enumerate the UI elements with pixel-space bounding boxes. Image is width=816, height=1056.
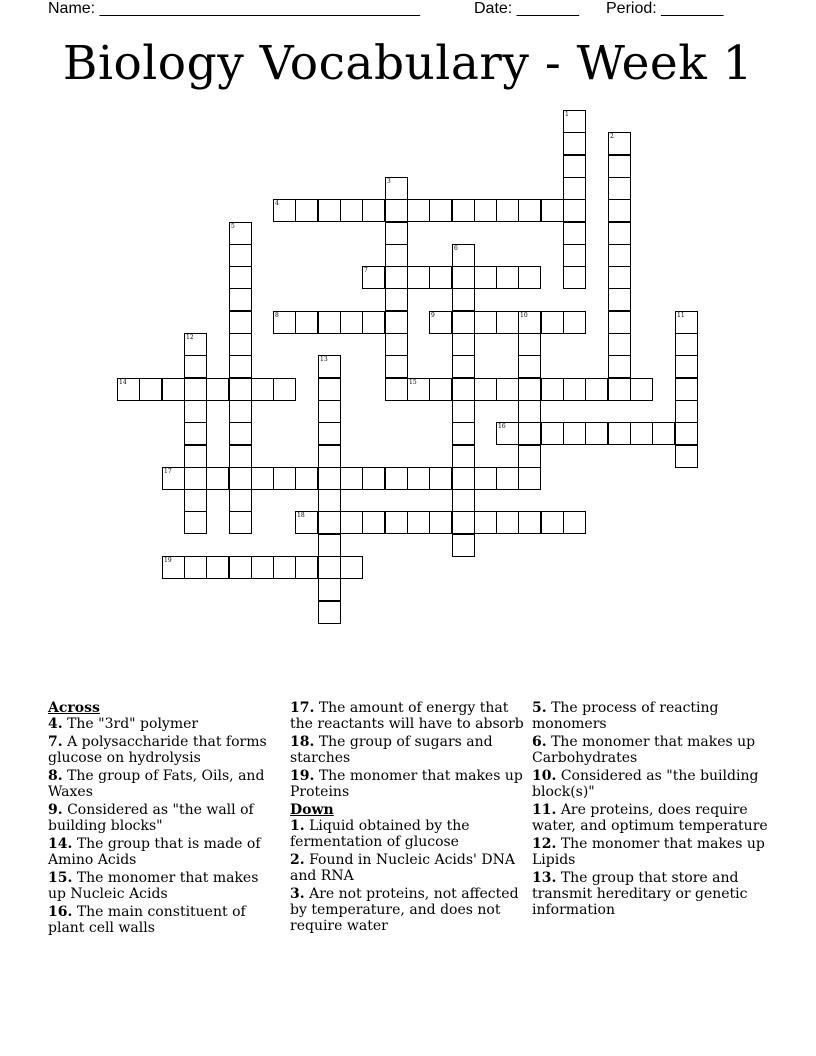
crossword-cell[interactable] — [229, 244, 252, 267]
crossword-cell[interactable] — [452, 445, 475, 468]
crossword-cell[interactable] — [229, 556, 252, 579]
crossword-cell[interactable] — [563, 378, 586, 401]
crossword-cell[interactable] — [563, 222, 586, 245]
cell-number: 19 — [164, 557, 172, 564]
crossword-cell[interactable] — [273, 311, 296, 334]
clue-across-18 — [290, 734, 526, 766]
crossword-cell[interactable] — [340, 511, 363, 534]
crossword-cell[interactable] — [608, 355, 631, 378]
crossword-cell[interactable] — [318, 199, 341, 222]
crossword-cell[interactable] — [630, 378, 653, 401]
clue-text: A polysaccharide that forms glucose on hydrolysis — [48, 734, 267, 766]
clue-number: 1. — [290, 818, 305, 834]
crossword-cell[interactable] — [229, 400, 252, 423]
crossword-cell[interactable] — [206, 556, 229, 579]
cell-number: 12 — [186, 334, 194, 341]
crossword-cell[interactable] — [452, 378, 475, 401]
crossword-cell[interactable] — [385, 222, 408, 245]
crossword-cell[interactable] — [452, 400, 475, 423]
across-heading: Across — [48, 700, 100, 716]
crossword-cell[interactable] — [518, 400, 541, 423]
crossword-cell[interactable] — [675, 400, 698, 423]
crossword-cell[interactable] — [184, 467, 207, 490]
crossword-cell[interactable] — [206, 378, 229, 401]
crossword-cell[interactable] — [251, 467, 274, 490]
crossword-cell[interactable] — [608, 222, 631, 245]
clue-down-6 — [532, 734, 768, 766]
crossword-cell[interactable] — [318, 422, 341, 445]
crossword-cell[interactable] — [318, 556, 341, 579]
crossword-cell[interactable] — [429, 378, 452, 401]
clue-number: 6. — [532, 734, 547, 750]
clue-number: 7. — [48, 734, 63, 750]
crossword-cell[interactable] — [139, 378, 162, 401]
clue-down-10 — [532, 768, 768, 800]
clue-text: The process of reacting monomers — [532, 700, 719, 732]
cell-number: 3 — [387, 178, 391, 185]
crossword-cell[interactable] — [496, 467, 519, 490]
crossword-cell[interactable] — [608, 311, 631, 334]
clue-text: The group of Fats, Oils, and Waxes — [48, 768, 265, 800]
clue-number: 11. — [532, 802, 557, 818]
clue-number: 2. — [290, 852, 305, 868]
crossword-cell[interactable] — [585, 422, 608, 445]
crossword-cell[interactable] — [675, 355, 698, 378]
crossword-cell[interactable] — [474, 467, 497, 490]
crossword-cell[interactable] — [407, 266, 430, 289]
crossword-cell[interactable] — [318, 445, 341, 468]
crossword-cell[interactable] — [608, 177, 631, 200]
crossword-cell[interactable] — [273, 467, 296, 490]
clue-across-16 — [48, 904, 280, 936]
crossword-cell[interactable] — [273, 556, 296, 579]
crossword-cell[interactable] — [229, 333, 252, 356]
clue-text: The monomer that makes up Proteins — [290, 768, 523, 800]
cell-number: 17 — [164, 468, 172, 475]
crossword-cell[interactable] — [563, 511, 586, 534]
crossword-cell[interactable] — [452, 266, 475, 289]
crossword-cell[interactable] — [385, 288, 408, 311]
crossword-cell[interactable] — [385, 378, 408, 401]
crossword-cell[interactable] — [340, 199, 363, 222]
crossword-cell[interactable] — [184, 511, 207, 534]
clue-number: 16. — [48, 904, 73, 920]
crossword-cell[interactable] — [229, 355, 252, 378]
crossword-cell[interactable] — [318, 378, 341, 401]
crossword-cell[interactable] — [206, 467, 229, 490]
clue-text: Are proteins, does require water, and optimum temperature — [532, 802, 768, 834]
clue-across-8 — [48, 768, 280, 800]
crossword-cell[interactable] — [318, 400, 341, 423]
crossword-cell[interactable] — [318, 511, 341, 534]
clue-down-1 — [290, 818, 526, 850]
crossword-cell[interactable] — [563, 110, 586, 133]
clue-text: Considered as "the wall of building blocks" — [48, 802, 254, 834]
clue-across-9 — [48, 802, 280, 834]
crossword-cell[interactable] — [452, 311, 475, 334]
crossword-cell[interactable] — [229, 222, 252, 245]
crossword-cell[interactable] — [318, 311, 341, 334]
clue-down-2 — [290, 852, 526, 884]
crossword-cell[interactable] — [362, 311, 385, 334]
clue-across-17 — [290, 700, 526, 732]
crossword-cell[interactable] — [675, 311, 698, 334]
crossword-cell[interactable] — [452, 244, 475, 267]
crossword-cell[interactable] — [563, 422, 586, 445]
crossword-cell[interactable] — [295, 511, 318, 534]
clue-text: Are not proteins, not affected by temperature, and does not require water — [290, 886, 519, 934]
crossword-cell[interactable] — [162, 556, 185, 579]
crossword-cell[interactable] — [608, 244, 631, 267]
clues-column-2 — [290, 700, 526, 936]
crossword-cell[interactable] — [652, 422, 675, 445]
crossword-cell[interactable] — [608, 333, 631, 356]
cell-number: 13 — [320, 356, 328, 363]
cell-number: 9 — [431, 312, 435, 319]
crossword-cell[interactable] — [518, 422, 541, 445]
clue-number: 13. — [532, 870, 557, 886]
crossword-cell[interactable] — [162, 467, 185, 490]
crossword-cell[interactable] — [162, 378, 185, 401]
crossword-cell[interactable] — [385, 467, 408, 490]
crossword-cell[interactable] — [385, 511, 408, 534]
crossword-cell[interactable] — [518, 311, 541, 334]
crossword-cell[interactable] — [675, 333, 698, 356]
clue-text: Found in Nucleic Acids' DNA and RNA — [290, 852, 515, 884]
crossword-cell[interactable] — [518, 266, 541, 289]
clue-across-14 — [48, 836, 280, 868]
crossword-cell[interactable] — [295, 467, 318, 490]
crossword-cell[interactable] — [608, 132, 631, 155]
cell-number: 4 — [275, 200, 279, 207]
clue-text: The amount of energy that the reactants will have to absorb — [290, 700, 524, 732]
crossword-cell[interactable] — [385, 177, 408, 200]
clue-number: 12. — [532, 836, 557, 852]
crossword-cell[interactable] — [474, 311, 497, 334]
crossword-cell[interactable] — [117, 378, 140, 401]
date-field-label[interactable]: Date: _______ — [474, 0, 579, 17]
crossword-cell[interactable] — [340, 556, 363, 579]
crossword-cell[interactable] — [362, 199, 385, 222]
crossword-cell[interactable] — [452, 288, 475, 311]
crossword-cell[interactable] — [675, 422, 698, 445]
crossword-cell[interactable] — [518, 511, 541, 534]
crossword-cell[interactable] — [496, 422, 519, 445]
crossword-cell[interactable] — [385, 311, 408, 334]
cell-number: 10 — [520, 312, 528, 319]
crossword-cell[interactable] — [385, 199, 408, 222]
crossword-cell[interactable] — [452, 511, 475, 534]
crossword-cell[interactable] — [518, 355, 541, 378]
crossword-cell[interactable] — [429, 266, 452, 289]
clue-number: 15. — [48, 870, 73, 886]
cell-number: 18 — [297, 512, 305, 519]
crossword-cell[interactable] — [563, 199, 586, 222]
crossword-cell[interactable] — [184, 445, 207, 468]
crossword-cell[interactable] — [295, 556, 318, 579]
crossword-cell[interactable] — [429, 311, 452, 334]
clue-down-12 — [532, 836, 768, 868]
crossword-cell[interactable] — [452, 534, 475, 557]
crossword-cell[interactable] — [496, 199, 519, 222]
crossword-cell[interactable] — [184, 355, 207, 378]
crossword-cell[interactable] — [541, 378, 564, 401]
clues-column-1 — [48, 700, 280, 938]
crossword-cell[interactable] — [229, 445, 252, 468]
period-field-label[interactable]: Period: _______ — [606, 0, 724, 17]
crossword-cell[interactable] — [474, 266, 497, 289]
cell-number: 1 — [565, 111, 569, 118]
name-field-label[interactable]: Name: ____________________________________ — [48, 0, 420, 17]
clue-number: 18. — [290, 734, 315, 750]
crossword-cell[interactable] — [184, 378, 207, 401]
clue-across-19 — [290, 768, 526, 800]
cell-number: 14 — [119, 379, 127, 386]
clue-text: The monomer that makes up Nucleic Acids — [48, 870, 259, 902]
crossword-cell[interactable] — [675, 378, 698, 401]
crossword-cell[interactable] — [563, 266, 586, 289]
crossword-cell[interactable] — [318, 578, 341, 601]
crossword-cell[interactable] — [229, 422, 252, 445]
clue-down-11 — [532, 802, 768, 834]
crossword-cell[interactable] — [541, 199, 564, 222]
crossword-cell[interactable] — [229, 489, 252, 512]
crossword-cell[interactable] — [385, 266, 408, 289]
clue-number: 17. — [290, 700, 315, 716]
crossword-cell[interactable] — [452, 489, 475, 512]
clue-text: Liquid obtained by the fermentation of glucose — [290, 818, 470, 850]
crossword-cell[interactable] — [318, 355, 341, 378]
crossword-cell[interactable] — [496, 378, 519, 401]
crossword-cell[interactable] — [608, 378, 631, 401]
crossword-cell[interactable] — [407, 511, 430, 534]
clue-text: The group that is made of Amino Acids — [48, 836, 261, 868]
crossword-cell[interactable] — [385, 355, 408, 378]
crossword-cell[interactable] — [295, 311, 318, 334]
clue-number: 10. — [532, 768, 557, 784]
crossword-cell[interactable] — [518, 445, 541, 468]
crossword-cell[interactable] — [496, 266, 519, 289]
crossword-cell[interactable] — [496, 511, 519, 534]
crossword-cell[interactable] — [518, 378, 541, 401]
clue-down-3 — [290, 886, 526, 934]
crossword-cell[interactable] — [340, 311, 363, 334]
crossword-cell[interactable] — [563, 244, 586, 267]
crossword-cell[interactable] — [362, 511, 385, 534]
crossword-cell[interactable] — [184, 400, 207, 423]
clue-text: The main constituent of plant cell walls — [48, 904, 246, 936]
crossword-cell[interactable] — [184, 422, 207, 445]
crossword-cell[interactable] — [541, 511, 564, 534]
clues-column-3 — [532, 700, 768, 920]
cell-number: 6 — [454, 245, 458, 252]
clue-number: 4. — [48, 716, 63, 732]
crossword-cell[interactable] — [563, 155, 586, 178]
crossword-cell[interactable] — [608, 199, 631, 222]
clue-down-5 — [532, 700, 768, 732]
crossword-cell[interactable] — [563, 177, 586, 200]
crossword-cell[interactable] — [452, 199, 475, 222]
crossword-cell[interactable] — [563, 132, 586, 155]
crossword-cell[interactable] — [608, 266, 631, 289]
crossword-cell[interactable] — [541, 422, 564, 445]
crossword-cell[interactable] — [318, 601, 341, 624]
crossword-cell[interactable] — [340, 467, 363, 490]
cell-number: 16 — [498, 423, 506, 430]
crossword-cell[interactable] — [407, 467, 430, 490]
clue-number: 5. — [532, 700, 547, 716]
crossword-cell[interactable] — [318, 489, 341, 512]
crossword-cell[interactable] — [407, 199, 430, 222]
crossword-cell[interactable] — [452, 355, 475, 378]
cell-number: 2 — [610, 133, 614, 140]
page-title: Biology Vocabulary - Week 1 — [62, 36, 754, 91]
crossword-cell[interactable] — [184, 333, 207, 356]
crossword-cell[interactable] — [318, 467, 341, 490]
crossword-cell[interactable] — [273, 199, 296, 222]
crossword-cell[interactable] — [184, 489, 207, 512]
crossword-cell[interactable] — [630, 422, 653, 445]
crossword-cell[interactable] — [608, 155, 631, 178]
clue-text: The monomer that makes up Lipids — [532, 836, 765, 868]
crossword-cell[interactable] — [452, 422, 475, 445]
clue-number: 8. — [48, 768, 63, 784]
clue-number: 19. — [290, 768, 315, 784]
cell-number: 11 — [677, 312, 685, 319]
clue-text: The monomer that makes up Carbohydrates — [532, 734, 756, 766]
crossword-cell[interactable] — [295, 199, 318, 222]
crossword-cell[interactable] — [563, 311, 586, 334]
clue-down-13 — [532, 870, 768, 918]
crossword-cell[interactable] — [496, 311, 519, 334]
clue-number: 3. — [290, 886, 305, 902]
cell-number: 7 — [364, 267, 368, 274]
crossword-cell[interactable] — [518, 199, 541, 222]
crossword-cell[interactable] — [541, 311, 564, 334]
clue-text: The group that store and transmit hereditary or genetic information — [532, 870, 748, 918]
crossword-cell[interactable] — [474, 199, 497, 222]
crossword-cell[interactable] — [251, 378, 274, 401]
clue-text: The "3rd" polymer — [67, 716, 199, 732]
crossword-cell[interactable] — [385, 244, 408, 267]
crossword-cell[interactable] — [429, 467, 452, 490]
clue-number: 14. — [48, 836, 73, 852]
crossword-cell[interactable] — [518, 467, 541, 490]
clue-text: The group of sugars and starches — [290, 734, 493, 766]
cell-number: 8 — [275, 312, 279, 319]
clue-across-7 — [48, 734, 280, 766]
crossword-cell[interactable] — [452, 333, 475, 356]
crossword-cell[interactable] — [229, 378, 252, 401]
clue-across-4 — [48, 716, 280, 732]
crossword-cell[interactable] — [518, 333, 541, 356]
crossword-cell[interactable] — [251, 556, 274, 579]
crossword-cell[interactable] — [229, 467, 252, 490]
cell-number: 15 — [409, 379, 417, 386]
crossword-cell[interactable] — [362, 467, 385, 490]
crossword-cell[interactable] — [452, 467, 475, 490]
crossword-cell[interactable] — [474, 378, 497, 401]
across-clues-part-1 — [48, 716, 280, 936]
crossword-cell[interactable] — [318, 534, 341, 557]
crossword-cell[interactable] — [608, 422, 631, 445]
crossword-cell[interactable] — [362, 266, 385, 289]
crossword-cell[interactable] — [585, 378, 608, 401]
crossword-cell[interactable] — [407, 378, 430, 401]
crossword-cell[interactable] — [184, 556, 207, 579]
clue-text: Considered as "the building block(s)" — [532, 768, 759, 800]
crossword-cell[interactable] — [429, 199, 452, 222]
crossword-cell[interactable] — [474, 511, 497, 534]
crossword-cell[interactable] — [273, 378, 296, 401]
clue-number: 9. — [48, 802, 63, 818]
crossword-cell[interactable] — [229, 511, 252, 534]
crossword-cell[interactable] — [229, 288, 252, 311]
crossword-cell[interactable] — [429, 511, 452, 534]
down-heading: Down — [290, 802, 334, 818]
crossword-cell[interactable] — [385, 333, 408, 356]
crossword-cell[interactable] — [229, 311, 252, 334]
clue-across-15 — [48, 870, 280, 902]
crossword-cell[interactable] — [608, 288, 631, 311]
crossword-cell[interactable] — [675, 445, 698, 468]
crossword-cell[interactable] — [229, 266, 252, 289]
cell-number: 5 — [231, 223, 235, 230]
